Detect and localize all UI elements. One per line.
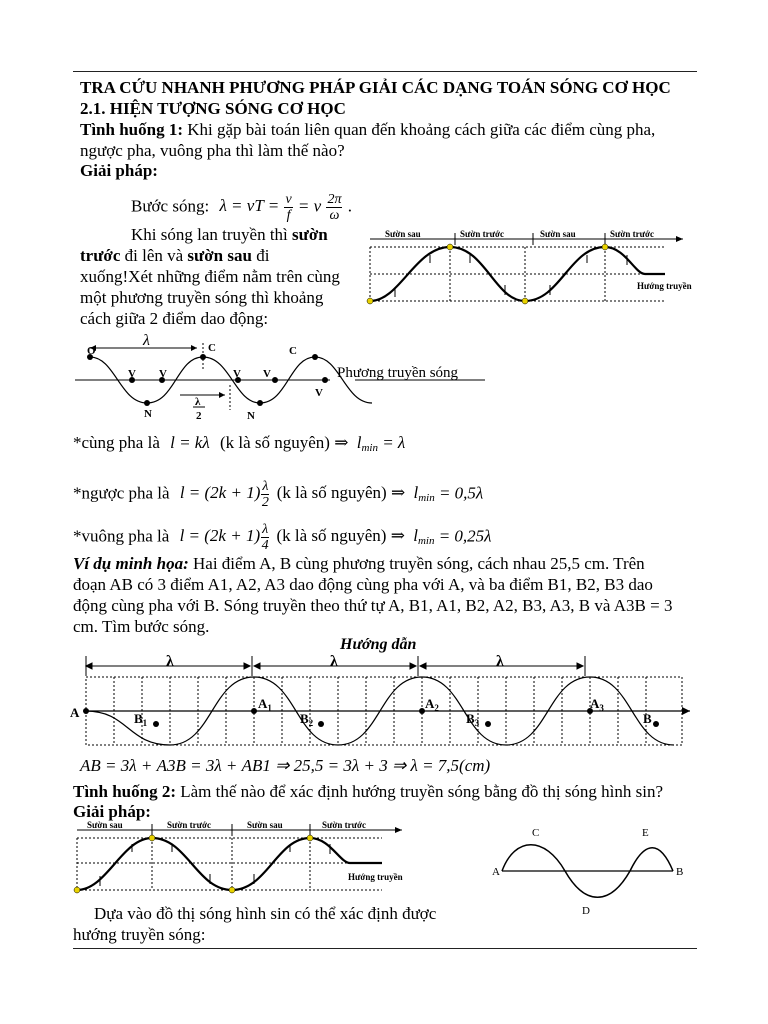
case1-heading: Tình huống 1:	[80, 120, 183, 139]
svg-text:Sườn sau: Sườn sau	[247, 820, 283, 830]
case2-solution: Giải pháp:	[73, 802, 151, 821]
label-front-slope-1: Sườn trước	[460, 229, 505, 239]
phase-lambda-label: λ	[143, 332, 150, 349]
svg-text:D: D	[582, 905, 590, 917]
wavelength-formula: λ = vT =	[219, 196, 280, 216]
example-line-4: cm. Tìm bước sóng.	[73, 617, 210, 636]
svg-text:λ: λ	[166, 653, 174, 670]
svg-text:C: C	[532, 827, 540, 839]
page-title: TRA CỨU NHANH PHƯƠNG PHÁP GIẢI CÁC DẠNG TOÁN SÓNG CƠ HỌC	[80, 78, 671, 97]
svg-text:Sườn trước: Sườn trước	[322, 820, 367, 830]
svg-text:λ: λ	[195, 396, 201, 408]
svg-text:B: B	[643, 711, 652, 726]
svg-text:2: 2	[196, 410, 202, 422]
case2-heading: Tình huống 2:	[73, 782, 176, 801]
svg-text:N: N	[144, 408, 152, 420]
case2-para-1: Dựa vào đồ thị sóng hình sin có thể xác định được	[94, 904, 437, 923]
top-rule	[73, 71, 697, 72]
case1-question-line2: ngược pha, vuông pha thì làm thế nào?	[80, 141, 345, 160]
slope-paragraph-3: xuống!Xét những điểm nằm trên cùng	[80, 267, 340, 286]
label-direction: Hướng truyền	[637, 281, 692, 291]
slope-paragraph-1: Khi sóng lan truyền thì sườn	[131, 225, 328, 244]
svg-text:V: V	[128, 368, 136, 380]
phase-direction-label: Phương truyền sóng	[337, 365, 459, 381]
case1-question: Tình huống 1: Khi gặp bài toán liên quan đến khoảng cách giữa các điểm cùng pha,	[80, 120, 656, 139]
svg-text:Sườn trước: Sườn trước	[167, 820, 212, 830]
wavelength-line: Bước sóng: λ = vT = $\frac{v}{f}$ = v $\frac{2\pi}{\omega}$ .	[131, 192, 352, 223]
svg-text:A: A	[492, 866, 500, 878]
svg-text:C: C	[208, 342, 216, 354]
svg-text:N: N	[247, 410, 255, 422]
quad-phase-line: *vuông pha là l = (2k + 1) $\frac{\lambda}{4}$ (k là số nguyên) ⇒ $l_{min} = 0,25\lambda$	[73, 522, 492, 553]
svg-text:B: B	[676, 866, 684, 878]
phase-figure	[75, 332, 495, 425]
example-figure	[68, 652, 698, 752]
slope-paragraph-4: một phương truyền sóng thì khoảng	[80, 288, 324, 307]
example-heading: Ví dụ minh họa:	[73, 554, 189, 573]
svg-text:V: V	[233, 368, 241, 380]
svg-text:E: E	[642, 827, 649, 839]
svg-text:A: A	[70, 705, 80, 720]
abcde-figure	[490, 820, 690, 920]
bottom-rule	[73, 948, 697, 949]
svg-text:Hướng truyền: Hướng truyền	[348, 872, 403, 882]
svg-text:Sườn sau: Sườn sau	[87, 820, 123, 830]
svg-text:B2: $B_2$	[300, 711, 314, 728]
svg-text:B1: $B_1$	[134, 711, 148, 728]
guide-heading: Hướng dẫn	[340, 636, 417, 653]
slope-paragraph-5: cách giữa 2 điểm dao động:	[80, 309, 269, 328]
slope-paragraph-2: trước đi lên và sườn sau đi	[80, 246, 270, 265]
example-line-2: đoạn AB có 3 điểm A1, A2, A3 dao động cùng pha với A, và ba điểm B1, B2, B3 dao	[73, 575, 653, 594]
label-back-slope-1: Sườn sau	[385, 229, 421, 239]
same-phase-line: *cùng pha là l = kλ (k là số nguyên) ⇒ $l_{min} = \lambda$	[73, 433, 406, 454]
svg-text:B3: $B_3$	[466, 711, 480, 728]
label-back-slope-2: Sườn sau	[540, 229, 576, 239]
svg-text:O: O	[87, 345, 96, 357]
svg-text:λ: λ	[330, 653, 338, 670]
svg-text:V: V	[315, 387, 323, 399]
svg-text:A2: $A_2$	[425, 696, 439, 713]
slope-figure-2	[72, 818, 417, 898]
svg-text:λ: λ	[496, 653, 504, 670]
svg-text:V: V	[159, 368, 167, 380]
case2-para-2: hướng truyền sóng:	[73, 925, 206, 944]
svg-text:V: V	[263, 368, 271, 380]
case1-solution: Giải pháp:	[80, 161, 158, 180]
opp-phase-line: *ngược pha là l = (2k + 1) $\frac{\lambda}{2}$ (k là số nguyên) ⇒ $l_{min} = 0,5\lambda$	[73, 479, 484, 510]
case2-question: Tình huống 2: Làm thế nào để xác định hướng truyền sóng bằng đồ thị sóng hình sin?	[73, 782, 664, 801]
example-line-1: Ví dụ minh họa: Hai điểm A, B cùng phương truyền sóng, cách nhau 25,5 cm. Trên	[73, 554, 645, 573]
slope-figure	[365, 227, 695, 317]
example-line-3: động cùng pha với B. Sóng truyền theo thứ tự A, B1, A1, B2, A2, B3, A3, B và A3B = 3	[73, 596, 673, 615]
svg-text:C: C	[289, 345, 297, 357]
section-heading: 2.1. HIỆN TƯỢNG SÓNG CƠ HỌC	[80, 99, 346, 118]
example-result: AB = 3λ + A3B = 3λ + AB1 ⇒ 25,5 = 3λ + 3 ⇒ λ = 7,5(cm)	[80, 756, 491, 775]
svg-text:A3: $A_3$	[590, 696, 604, 713]
svg-text:A1: $A_1$	[258, 696, 272, 713]
label-front-slope-2: Sườn trước	[610, 229, 655, 239]
